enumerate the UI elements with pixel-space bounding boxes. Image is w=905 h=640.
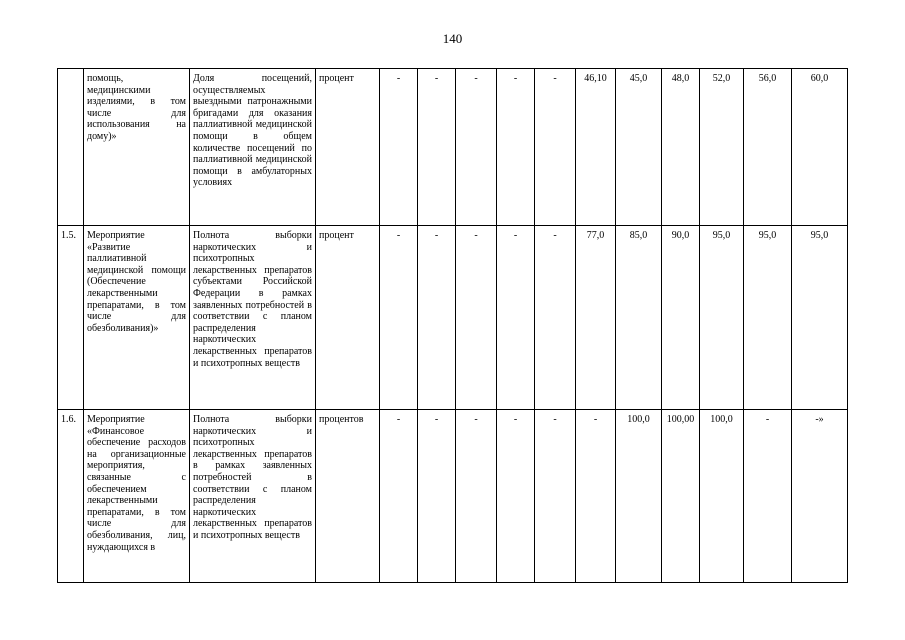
value-cell: 100,00 — [662, 410, 700, 583]
value-cell: 85,0 — [616, 226, 662, 410]
indicator-name: Полнота выборки наркотических и психотропных лекарственных препаратов субъектами Российской Федерации в рамках заявленных потребностей в соответствии с планом распределения наркотических лекарственных препаратов и психотропных веществ — [190, 226, 316, 410]
value-cell: - — [576, 410, 616, 583]
value-cell: - — [418, 410, 456, 583]
table-row — [58, 410, 848, 583]
value-cell: 100,0 — [700, 410, 744, 583]
value-cell: - — [535, 69, 576, 226]
value-cell: - — [497, 69, 535, 226]
indicators-table — [57, 68, 848, 583]
value-cell: - — [456, 226, 497, 410]
row-number — [58, 69, 84, 226]
value-cell: - — [380, 226, 418, 410]
table-row — [58, 226, 848, 410]
unit-cell: процентов — [316, 410, 380, 583]
value-cell: - — [380, 69, 418, 226]
value-cell: 52,0 — [700, 69, 744, 226]
value-cell: 56,0 — [744, 69, 792, 226]
page-bottom-clip — [0, 626, 905, 640]
value-cell: - — [535, 226, 576, 410]
value-cell: 60,0 — [792, 69, 848, 226]
value-cell: 45,0 — [616, 69, 662, 226]
value-cell: 46,10 — [576, 69, 616, 226]
value-cell: 90,0 — [662, 226, 700, 410]
value-cell: - — [456, 69, 497, 226]
measure-name: помощь, медицинскими изделиями, в том числе для использования на дому)» — [84, 69, 190, 226]
value-cell: - — [456, 410, 497, 583]
unit-cell: процент — [316, 69, 380, 226]
unit-cell: процент — [316, 226, 380, 410]
row-number: 1.6. — [58, 410, 84, 583]
measure-name: Мероприятие «Финансовое обеспечение расходов на организационные мероприятия, связанные с обеспечением лекарственными препаратами, в том числе для обезболивания, лиц, нуждающихся в — [84, 410, 190, 583]
value-cell: -» — [792, 410, 848, 583]
value-cell: 77,0 — [576, 226, 616, 410]
value-cell: 95,0 — [792, 226, 848, 410]
page-number: 140 — [442, 31, 463, 46]
measure-name: Мероприятие «Развитие паллиативной медицинской помощи (Обеспечение лекарственными препаратами, в том числе для обезболивания)» — [84, 226, 190, 410]
value-cell: - — [535, 410, 576, 583]
indicator-name: Полнота выборки наркотических и психотропных лекарственных препаратов в рамках заявленных потребностей в соответствии с планом распределения наркотических лекарственных препаратов и психотропных веществ — [190, 410, 316, 583]
indicator-name: Доля посещений, осуществляемых выездными патронажными бригадами для оказания паллиативной медицинской помощи в общем количестве посещений по паллиативной медицинской помощи в амбулаторных условиях — [190, 69, 316, 226]
value-cell: 100,0 — [616, 410, 662, 583]
value-cell: - — [380, 410, 418, 583]
value-cell: - — [418, 226, 456, 410]
row-number: 1.5. — [58, 226, 84, 410]
value-cell: 95,0 — [744, 226, 792, 410]
value-cell: - — [497, 410, 535, 583]
value-cell: 95,0 — [700, 226, 744, 410]
table-row — [58, 69, 848, 226]
value-cell: - — [744, 410, 792, 583]
value-cell: - — [497, 226, 535, 410]
value-cell: - — [418, 69, 456, 226]
value-cell: 48,0 — [662, 69, 700, 226]
